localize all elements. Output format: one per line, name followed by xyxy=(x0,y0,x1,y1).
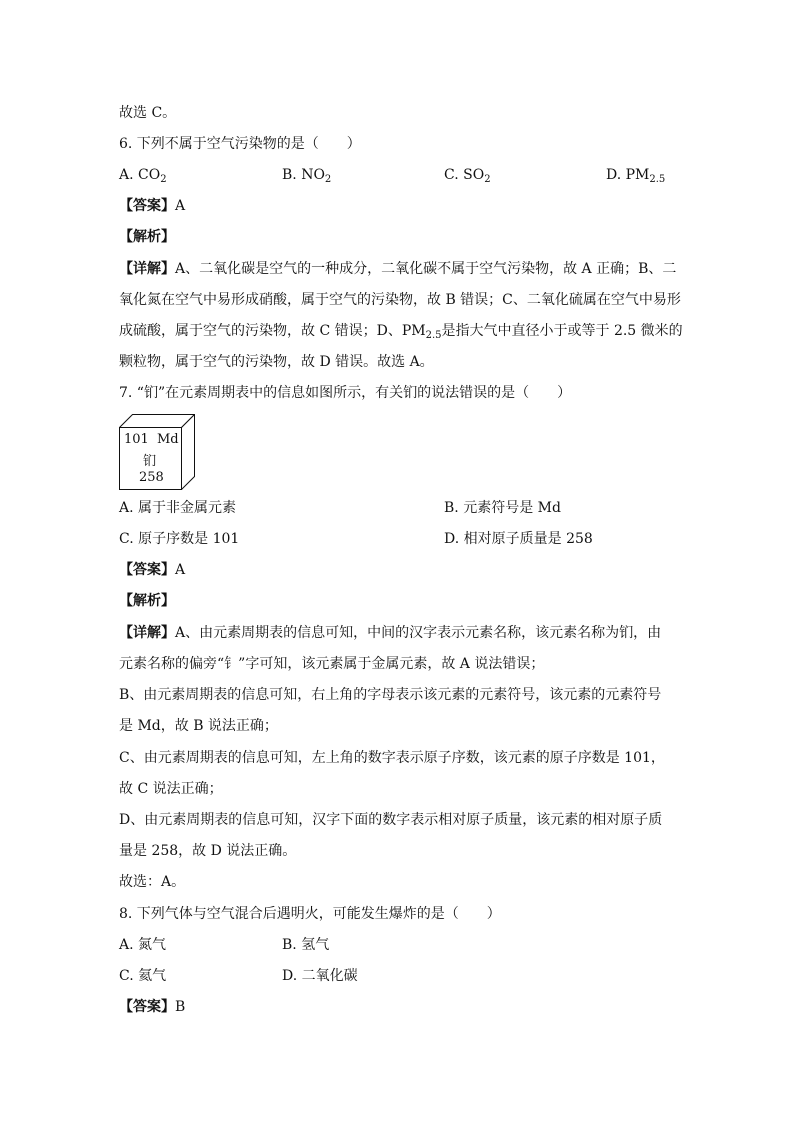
text-line: 故选 C。 xyxy=(119,105,177,121)
q7-detail-line: 量是 258，故 D 说法正确。 xyxy=(119,843,297,859)
q7-option-d: D. 相对原子质量是 258 xyxy=(444,531,593,547)
question-6: 6. 下列不属于空气污染物的是（ ） xyxy=(119,136,361,152)
question-8: 8. 下列气体与空气混合后遇明火，可能发生爆炸的是（ ） xyxy=(119,906,501,922)
q7-option-c: C. 原子序数是 101 xyxy=(119,531,240,547)
q7-analysis-heading: 【解析】 xyxy=(119,593,175,609)
q8-option-d: D. 二氧化碳 xyxy=(282,968,358,984)
element-card xyxy=(119,414,195,490)
question-7: 7. “钔”在元素周期表中的信息如图所示，有关钔的说法错误的是（ ） xyxy=(119,385,572,401)
q6-analysis-heading: 【解析】 xyxy=(119,229,175,245)
q6-detail-line: 成硫酸，属于空气的污染物，故 C 错误；D、$PM_{2.5}$是指大气中直径小于或等于 2.5 微米的 xyxy=(119,323,683,341)
q6-detail-line: 颗粒物，属于空气的污染物，故 D 错误。故选 A。 xyxy=(119,354,434,370)
q8-option-b: B. 氢气 xyxy=(282,937,330,953)
q7-option-a: A. 属于非金属元素 xyxy=(119,500,237,516)
q7-detail-line: B、由元素周期表的信息可知，右上角的字母表示该元素的元素符号，该元素的元素符号 xyxy=(119,687,662,703)
q7-detail-line: 是 Md，故 B 说法正确； xyxy=(119,718,278,734)
q8-option-a: A. 氮气 xyxy=(119,937,167,953)
q6-answer: 【答案】A xyxy=(119,198,186,214)
q6-detail-line: 【详解】A、二氧化碳是空气的一种成分，二氧化碳不属于空气污染物，故 A 正确；B、二 xyxy=(119,261,677,277)
element-name: 钔 xyxy=(143,454,157,469)
q7-option-b: B. 元素符号是 Md xyxy=(444,500,561,516)
q6-detail-line: 氧化氮在空气中易形成硝酸，属于空气的污染物，故 B 错误；C、二氧化硫属在空气中易形 xyxy=(119,292,681,308)
q6-option-a: A. $CO_2$ xyxy=(119,167,167,185)
atomic-number: 101 xyxy=(124,432,149,447)
q6-option-b: B. $NO_2$ xyxy=(282,167,332,185)
q8-answer: 【答案】B xyxy=(119,999,186,1015)
q6-option-d: D. $PM_{2.5}$ xyxy=(606,167,666,185)
q7-detail-line: 元素名称的偏旁“钅”字可知，该元素属于金属元素，故 A 说法错误； xyxy=(119,656,545,672)
q8-option-c: C. 氦气 xyxy=(119,968,167,984)
atomic-mass: 258 xyxy=(139,470,164,485)
q7-detail-line: 故 C 说法正确； xyxy=(119,781,223,797)
q6-option-c: C. $SO_2$ xyxy=(444,167,491,185)
element-symbol: Md xyxy=(157,432,179,447)
q7-detail-line: D、由元素周期表的信息可知，汉字下面的数字表示相对原子质量，该元素的相对原子质 xyxy=(119,812,663,828)
q7-detail-line: 故选：A。 xyxy=(119,874,186,890)
q7-detail-line: C、由元素周期表的信息可知，左上角的数字表示原子序数，该元素的原子序数是 101， xyxy=(119,750,665,766)
q7-detail-line: 【详解】A、由元素周期表的信息可知，中间的汉字表示元素名称，该元素名称为钔，由 xyxy=(119,625,662,641)
q7-answer: 【答案】A xyxy=(119,562,186,578)
